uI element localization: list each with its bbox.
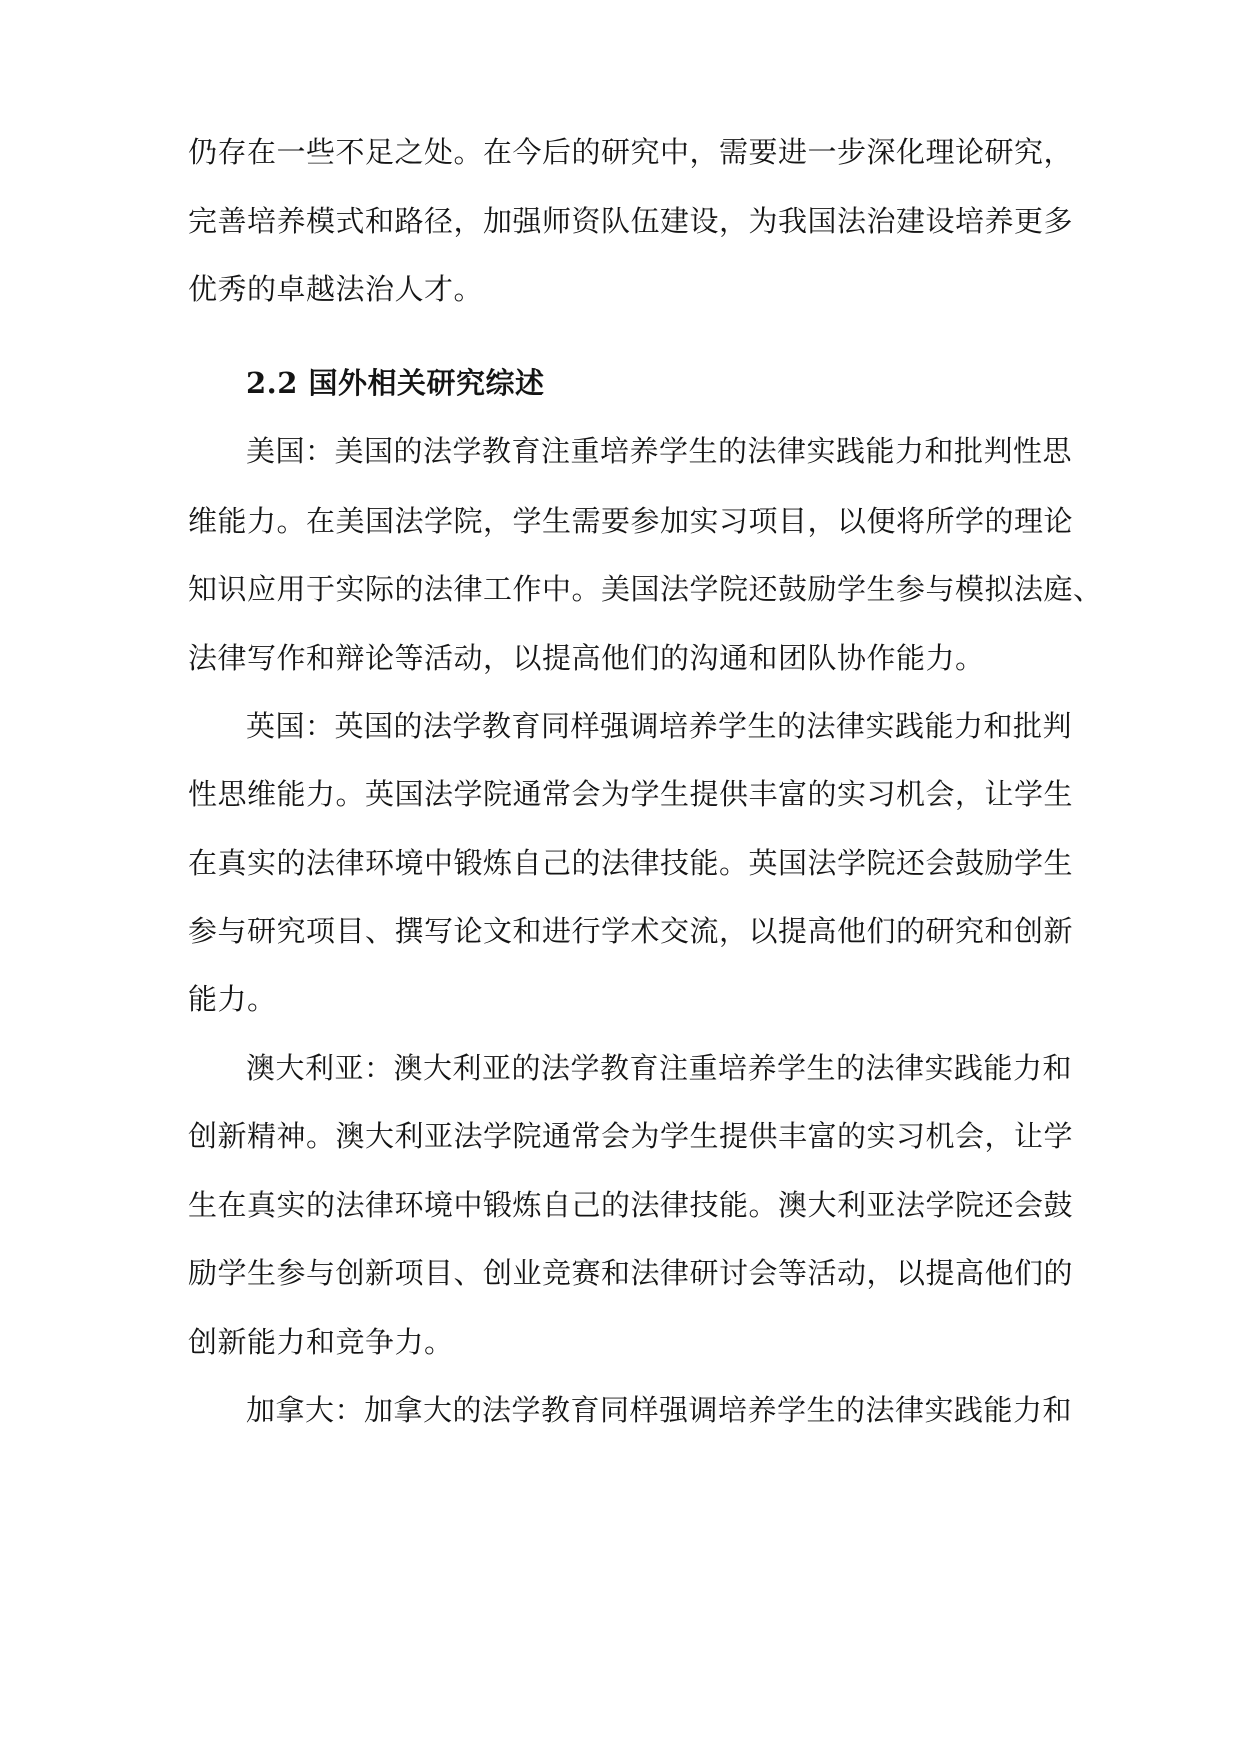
uk-line-1: 英国：英国的法学教育同样强调培养学生的法律实践能力和批判 (246, 709, 1073, 743)
australia-line-2: 创新精神。澳大利亚法学院通常会为学生提供丰富的实习机会，让学 (188, 1119, 1074, 1153)
intro-line-2: 完善培养模式和路径，加强师资队伍建设，为我国法治建设培养更多 (188, 204, 1074, 238)
usa-line-4: 法律写作和辩论等活动，以提高他们的沟通和团队协作能力。 (188, 641, 985, 675)
uk-line-4: 参与研究项目、撰写论文和进行学术交流，以提高他们的研究和创新 (188, 914, 1074, 948)
australia-line-3: 生在真实的法律环境中锻炼自己的法律技能。澳大利亚法学院还会鼓 (188, 1188, 1074, 1222)
usa-line-2: 维能力。在美国法学院，学生需要参加实习项目，以便将所学的理论 (188, 504, 1074, 538)
intro-line-3: 优秀的卓越法治人才。 (188, 272, 484, 306)
uk-line-5: 能力。 (188, 982, 277, 1016)
uk-line-2: 性思维能力。英国法学院通常会为学生提供丰富的实习机会，让学生 (188, 777, 1074, 811)
australia-line-5: 创新能力和竞争力。 (188, 1325, 454, 1359)
uk-line-3: 在真实的法律环境中锻炼自己的法律技能。英国法学院还会鼓励学生 (188, 846, 1074, 880)
canada-line-1: 加拿大：加拿大的法学教育同样强调培养学生的法律实践能力和 (246, 1393, 1073, 1427)
australia-line-4: 励学生参与创新项目、创业竞赛和法律研讨会等活动，以提高他们的 (188, 1256, 1074, 1290)
intro-line-1: 仍存在一些不足之处。在今后的研究中，需要进一步深化理论研究， (188, 135, 1074, 169)
section-heading: 2.2 国外相关研究综述 (246, 366, 545, 400)
usa-line-3: 知识应用于实际的法律工作中。美国法学院还鼓励学生参与模拟法庭、 (188, 572, 1103, 606)
usa-line-1: 美国：美国的法学教育注重培养学生的法律实践能力和批判性思 (246, 434, 1073, 468)
australia-line-1: 澳大利亚：澳大利亚的法学教育注重培养学生的法律实践能力和 (246, 1051, 1073, 1085)
